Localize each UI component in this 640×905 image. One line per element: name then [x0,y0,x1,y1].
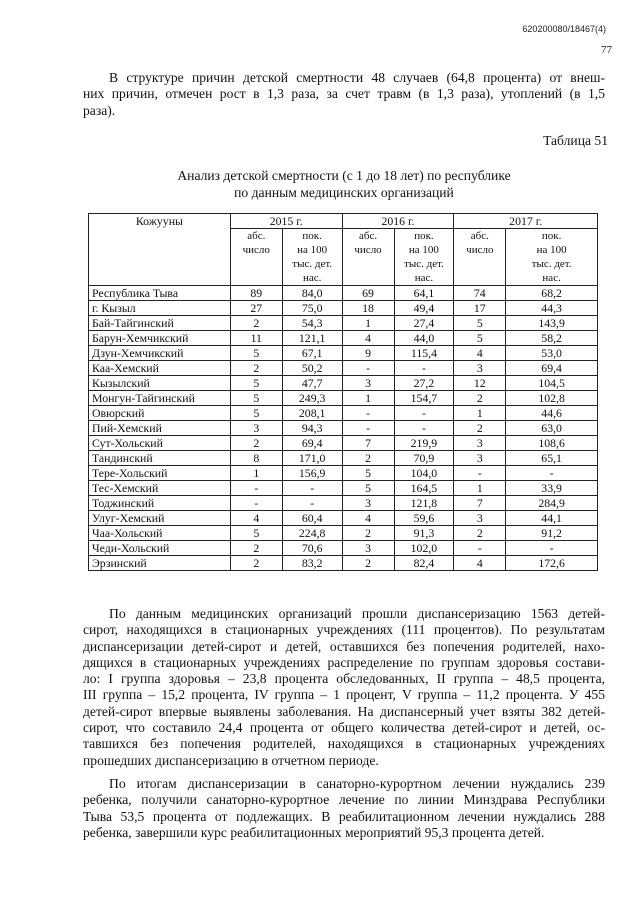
rate-value: 84,0 [282,286,342,301]
rate-value: 104,0 [394,466,454,481]
rate-value: 67,1 [282,346,342,361]
table-row [89,436,598,451]
header-region: Кожууны [89,214,231,286]
abs-value: 11 [230,331,282,346]
abs-value: 27 [230,301,282,316]
abs-value: - [342,406,394,421]
abs-value: 2 [230,361,282,376]
rate-value: 156,9 [282,466,342,481]
rate-value: 44,0 [394,331,454,346]
rate-value: 94,3 [282,421,342,436]
rate-value: 91,2 [506,526,598,541]
rate-value: 164,5 [394,481,454,496]
table-row [89,406,598,421]
region-name: г. Кызыл [89,301,231,316]
rate-value: 91,3 [394,526,454,541]
region-name: Кызылский [89,376,231,391]
table-row [89,541,598,556]
region-name: Республика Тыва [89,286,231,301]
abs-value: 2 [342,451,394,466]
abs-value: 7 [342,436,394,451]
rate-value: 60,4 [282,511,342,526]
abs-value: 3 [342,496,394,511]
table-row [89,496,598,511]
abs-value: 9 [342,346,394,361]
rate-value: 172,6 [506,556,598,571]
region-name: Барун-Хемчикский [89,331,231,346]
abs-value: 2 [342,556,394,571]
region-name: Чеди-Хольский [89,541,231,556]
rate-value: 44,3 [506,301,598,316]
abs-value: 1 [230,466,282,481]
paragraph-line: сирот, находящихся в стационарных учреждениях (111 процентов). По результатам [83,622,605,638]
paragraph-line: сирот, что составило 24,4 процента от общего количества детей-сирот и детей, ос- [83,720,605,736]
rate-value: 219,9 [394,436,454,451]
abs-value: 5 [230,346,282,361]
table-row [89,511,598,526]
rate-value: 115,4 [394,346,454,361]
rate-value: 70,9 [394,451,454,466]
region-name: Тоджинский [89,496,231,511]
rate-value: 83,2 [282,556,342,571]
rate-value: 104,5 [506,376,598,391]
rate-value: 65,1 [506,451,598,466]
rate-value: 102,0 [394,541,454,556]
rate-value: 249,3 [282,391,342,406]
paragraph-line: диспансеризации детей-сирот и детей, оставшихся без попечения родителей, нахо- [83,638,605,654]
rate-value: 69,4 [282,436,342,451]
abs-value: 2 [454,421,506,436]
table-row [89,466,598,481]
abs-value: 74 [454,286,506,301]
caption-line: Анализ детской смертности (с 1 до 18 лет) по республике [177,168,511,183]
rate-value: 53,0 [506,346,598,361]
rate-value: 58,2 [506,331,598,346]
abs-value: 3 [454,451,506,466]
region-name: Тандинский [89,451,231,466]
table-body [89,286,598,571]
rate-value: - [506,541,598,556]
table-row [89,451,598,466]
rate-value: 108,6 [506,436,598,451]
dispensary-paragraph [83,606,605,769]
abs-value: 8 [230,451,282,466]
rate-value: 75,0 [282,301,342,316]
sanatorium-paragraph [83,776,605,841]
rate-value: 54,3 [282,316,342,331]
mortality-table [88,213,598,571]
rate-value: 154,7 [394,391,454,406]
rate-value: 224,8 [282,526,342,541]
rate-value: 82,4 [394,556,454,571]
abs-value: 2 [454,391,506,406]
region-name: Тес-Хемский [89,481,231,496]
document-id: 620200080/18467(4) [522,24,606,34]
abs-value: 3 [454,511,506,526]
region-name: Овюрский [89,406,231,421]
abs-value: 17 [454,301,506,316]
paragraph-line: По итогам диспансеризации в санаторно-курортном лечении нуждались 239 [109,776,605,791]
abs-value: 3 [454,436,506,451]
region-name: Каа-Хемский [89,361,231,376]
subheader-rate: пок. на 100 тыс. дет. нас. [282,229,342,286]
paragraph-line: ребенка, завершили курс реабилитационных мероприятий 95,3 процента детей. [83,824,545,840]
table-row [89,346,598,361]
rate-value: 69,4 [506,361,598,376]
rate-value: 59,6 [394,511,454,526]
abs-value: 4 [342,331,394,346]
paragraph-line: ребенка, получили санаторно-курортное лечение по линии Минздрава Республики [83,792,605,808]
region-name: Сут-Хольский [89,436,231,451]
abs-value: 4 [454,346,506,361]
paragraph-line: Тыва 53,5 процента от подлежащих. В реабилитационном лечении нуждались 288 [83,808,605,824]
rate-value: - [394,406,454,421]
rate-value: 49,4 [394,301,454,316]
abs-value: 5 [342,466,394,481]
table-row [89,376,598,391]
abs-value: 5 [454,331,506,346]
abs-value: 3 [342,376,394,391]
caption-line: по данным медицинских организаций [234,185,454,200]
abs-value: 2 [342,526,394,541]
region-name: Эрзинский [89,556,231,571]
abs-value: - [454,466,506,481]
abs-value: 7 [454,496,506,511]
abs-value: 2 [454,526,506,541]
abs-value: 2 [230,436,282,451]
rate-value: 47,7 [282,376,342,391]
intro-line: раза). [83,102,116,118]
page-number: 77 [601,44,612,56]
rate-value: 208,1 [282,406,342,421]
abs-value: 18 [342,301,394,316]
region-name: Пий-Хемский [89,421,231,436]
abs-value: 1 [454,406,506,421]
abs-value: 5 [342,481,394,496]
abs-value: 3 [230,421,282,436]
subheader-abs: абс. число [342,229,394,286]
subheader-rate: пок. на 100 тыс. дет. нас. [394,229,454,286]
region-name: Тере-Хольский [89,466,231,481]
paragraph-line: III группа – 15,2 процента, IV группа – 1 процент, V группа – 11,2 процента. У 455 [83,687,605,703]
table-caption [83,167,605,201]
header-year: 2015 г. [230,214,342,229]
rate-value: - [394,421,454,436]
rate-value: 33,9 [506,481,598,496]
paragraph-line: По данным медицинских организаций прошли диспансеризацию 1563 детей- [109,606,605,621]
region-name: Чаа-Хольский [89,526,231,541]
abs-value: - [230,496,282,511]
abs-value: - [454,541,506,556]
table-row [89,391,598,406]
abs-value: 3 [342,541,394,556]
abs-value: 5 [230,406,282,421]
abs-value: 2 [230,316,282,331]
abs-value: 1 [342,391,394,406]
abs-value: 1 [342,316,394,331]
rate-value: 143,9 [506,316,598,331]
rate-value: 64,1 [394,286,454,301]
table-row [89,286,598,301]
rate-value: 44,1 [506,511,598,526]
abs-value: 5 [230,526,282,541]
table-number: Таблица 51 [543,133,608,148]
rate-value: - [394,361,454,376]
region-name: Улуг-Хемский [89,511,231,526]
intro-line: них причин, отмечен рост в 1,3 раза, за счет травм (в 1,3 раза), утоплений (в 1,5 [83,86,605,102]
rate-value: 121,8 [394,496,454,511]
subheader-abs: абс. число [230,229,282,286]
region-name: Бай-Тайгинский [89,316,231,331]
rate-value: 70,6 [282,541,342,556]
table-row [89,421,598,436]
table-row [89,556,598,571]
table-row [89,316,598,331]
rate-value: - [282,481,342,496]
abs-value: - [342,361,394,376]
header-year: 2017 г. [454,214,598,229]
table-row [89,331,598,346]
region-name: Монгун-Тайгинский [89,391,231,406]
paragraph-line: прошедших диспансеризацию в отчетном периоде. [83,752,379,768]
abs-value: 2 [230,541,282,556]
rate-value: 68,2 [506,286,598,301]
abs-value: 4 [454,556,506,571]
abs-value: 3 [454,361,506,376]
paragraph-line: ло: I группа здоровья – 23,8 процента обследованных, II группа – 48,5 процента, [83,671,605,687]
abs-value: 5 [230,391,282,406]
paragraph-line: тавшихся без попечения родителей, находящихся в стационарных учреждениях [83,736,605,752]
region-name: Дзун-Хемчикский [89,346,231,361]
table-row [89,301,598,316]
rate-value: 44,6 [506,406,598,421]
subheader-abs: абс. число [454,229,506,286]
header-year: 2016 г. [342,214,454,229]
rate-value: 171,0 [282,451,342,466]
rate-value: 27,4 [394,316,454,331]
abs-value: - [230,481,282,496]
abs-value: 89 [230,286,282,301]
abs-value: 4 [342,511,394,526]
rate-value: 102,8 [506,391,598,406]
table-row [89,481,598,496]
paragraph-line: детей-сирот впервые выявлены заболевания. На диспансерный учет взяты 382 детей- [83,703,605,719]
table-row [89,526,598,541]
intro-paragraph [83,70,605,119]
paragraph-line: дящихся в стационарных учреждениях распределение по группам здоровья состави- [83,654,605,670]
abs-value: 5 [454,316,506,331]
rate-value: - [506,466,598,481]
rate-value: 121,1 [282,331,342,346]
abs-value: 69 [342,286,394,301]
abs-value: 5 [230,376,282,391]
abs-value: 2 [230,556,282,571]
subheader-rate: пок. на 100 тыс. дет. нас. [506,229,598,286]
rate-value: 27,2 [394,376,454,391]
rate-value: 63,0 [506,421,598,436]
rate-value: 284,9 [506,496,598,511]
rate-value: 50,2 [282,361,342,376]
abs-value: 4 [230,511,282,526]
table-row [89,361,598,376]
abs-value: 1 [454,481,506,496]
abs-value: 12 [454,376,506,391]
abs-value: - [342,421,394,436]
intro-line: В структуре причин детской смертности 48 случаев (64,8 процента) от внеш- [109,70,605,85]
rate-value: - [282,496,342,511]
